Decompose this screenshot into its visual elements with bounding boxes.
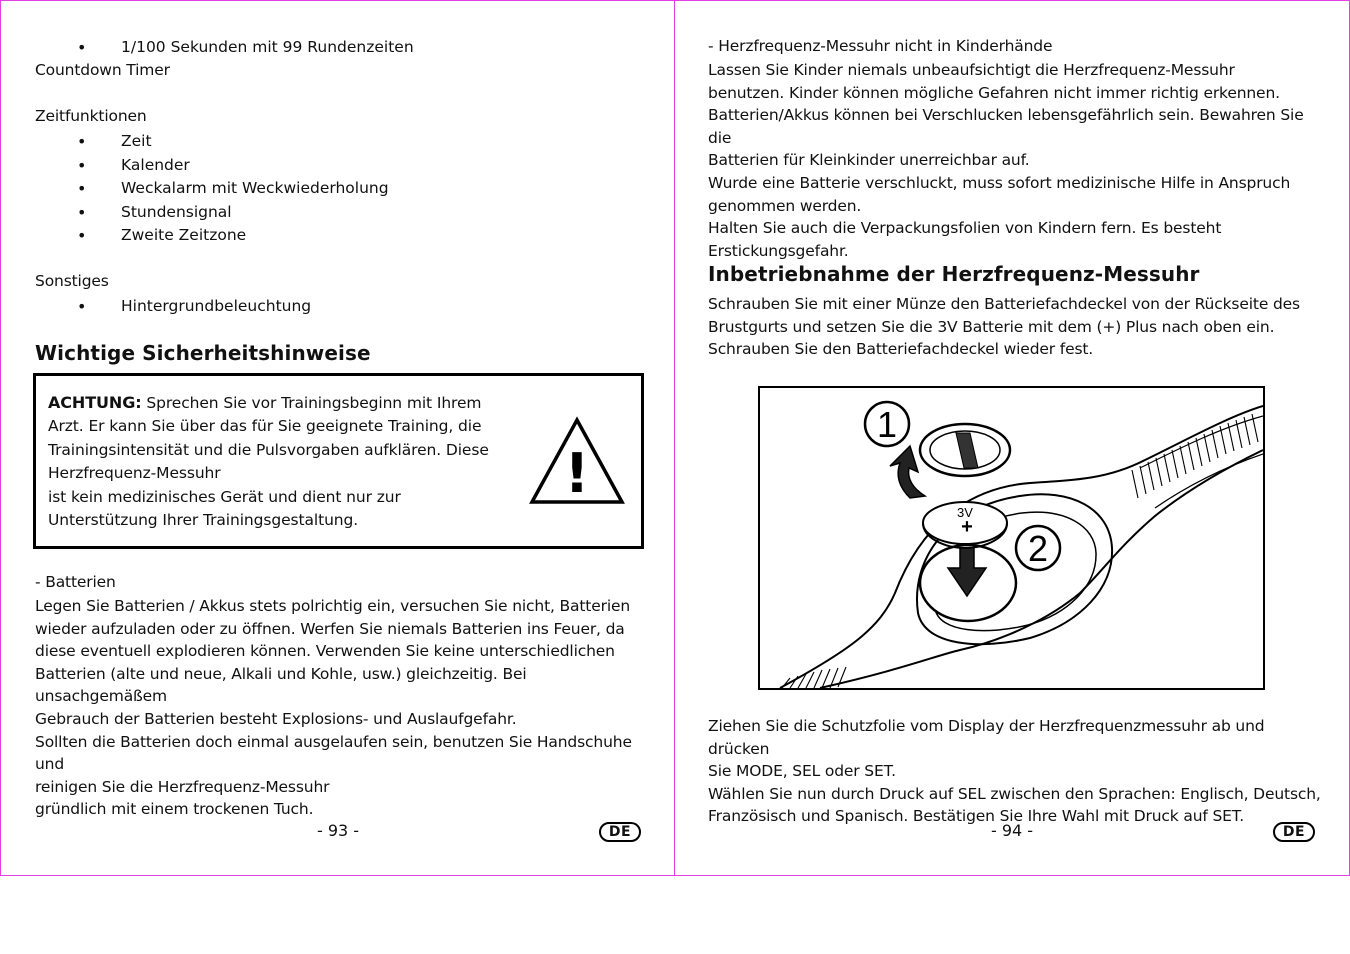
warning-line: Trainingsintensität und die Pulsvorgaben aufklären. Diese [48,440,489,459]
text-line: Legen Sie Batterien / Akkus stets polrichtig ein, versuchen Sie nicht, Batterien [35,597,631,615]
page-94 [674,0,1350,876]
warning-line: ist kein medizinisches Gerät und dient nur zur [48,487,401,506]
battery-installation-figure [758,386,1265,690]
kinder-heading: - Herzfrequenz-Messuhr nicht in Kinderhände [708,37,1053,55]
battery-voltage-label: 3V [957,505,973,520]
list-item: • 1/100 Sekunden mit 99 Rundenzeiten [35,36,635,60]
warning-box [33,373,644,549]
svg-text:!: ! [564,442,590,505]
zeitfunktionen-list [35,130,635,248]
warning-line: Arzt. Er kann Sie über das für Sie geeignete Training, die [48,417,482,436]
list-item: • Hintergrundbeleuchtung [35,295,635,319]
text-line: Sollten die Batterien doch einmal ausgelaufen sein, benutzen Sie Handschuhe und [35,732,632,774]
warning-line: Herzfrequenz-Messuhr [48,464,221,483]
warning-line: Unterstützung Ihrer Trainingsgestaltung. [48,511,359,530]
battery-plus-sign: + [961,516,973,538]
sonstiges-heading: Sonstiges [35,272,109,290]
text-line: Schrauben Sie den Batteriefachdeckel wieder fest. [708,340,1094,359]
list-item: • Zeit [35,130,635,154]
language-badge: DE [599,822,641,842]
page-number: - 94 - [991,821,1034,840]
countdown-timer-label: Countdown Timer [35,61,170,79]
text-line: Batterien (alte und neue, Alkali und Kohle, usw.) gleichzeitig. Bei unsachgemäßem [35,664,527,706]
inbetriebnahme-heading: Inbetriebnahme der Herzfrequenz-Messuhr [708,262,1200,286]
feature-list-top [35,36,635,60]
warning-label: ACHTUNG: [48,393,142,412]
text-line: Batterien für Kleinkinder unerreichbar auf. [708,151,1030,170]
text-line: Brustgurts und setzen Sie die 3V Batterie mit dem (+) Plus nach oben ein. [708,317,1275,336]
text-line: Wählen Sie nun durch Druck auf SEL zwischen den Sprachen: Englisch, Deutsch, [708,784,1321,803]
text-line: Erstickungsgefahr. [708,241,849,260]
text-line: Ziehen Sie die Schutzfolie vom Display der Herzfrequenzmessuhr ab und drücken [708,717,1265,758]
text-line: reinigen Sie die Herzfrequenz-Messuhr [35,777,330,796]
page-number: - 93 - [317,821,360,840]
zeitfunktionen-heading: Zeitfunktionen [35,107,147,125]
warning-triangle-icon [528,416,626,506]
text-line: genommen werden. [708,196,862,215]
language-badge: DE [1273,822,1315,842]
inbetriebnahme-paragraph [708,293,1328,361]
batterien-heading: - Batterien [35,573,116,591]
list-item: • Zweite Zeitzone [35,224,635,248]
batterien-paragraph [35,595,655,821]
chest-strap-illustration [760,388,1263,688]
sonstiges-list [35,295,635,319]
step-1-label: 1 [876,404,898,445]
safety-heading: Wichtige Sicherheitshinweise [35,341,371,365]
display-paragraph [708,715,1328,828]
text-line: Lassen Sie Kinder niemals unbeaufsichtigt die Herzfrequenz-Messuhr [708,61,1235,79]
text-line: Gebrauch der Batterien besteht Explosions- und Auslaufgefahr. [35,709,517,728]
text-line: Halten Sie auch die Verpackungsfolien von Kindern fern. Es besteht [708,219,1222,238]
text-line: wieder aufzuladen oder zu öffnen. Werfen Sie niemals Batterien ins Feuer, da [35,619,625,638]
warning-line: Sprechen Sie vor Trainingsbeginn mit Ihrem [141,394,482,412]
text-line: gründlich mit einem trockenen Tuch. [35,800,314,819]
kinder-paragraph [708,59,1328,262]
text-line: Sie MODE, SEL oder SET. [708,762,896,781]
warning-text [48,391,518,532]
page-93 [0,0,675,876]
list-item: • Kalender [35,154,635,178]
text-line: benutzen. Kinder können mögliche Gefahren nicht immer richtig erkennen. [708,83,1280,102]
step-2-label: 2 [1027,528,1049,569]
text-line: Wurde eine Batterie verschluckt, muss sofort medizinische Hilfe in Anspruch [708,173,1291,192]
list-item: • Weckalarm mit Weckwiederholung [35,177,635,201]
text-line: diese eventuell explodieren können. Verwenden Sie keine unterschiedlichen [35,642,615,661]
text-line: Französisch und Spanisch. Bestätigen Sie Ihre Wahl mit Druck auf SET. [708,807,1245,826]
list-item: • Stundensignal [35,201,635,225]
text-line: Schrauben Sie mit einer Münze den Batteriefachdeckel von der Rückseite des [708,295,1300,313]
text-line: Batterien/Akkus können bei Verschlucken lebensgefährlich sein. Bewahren Sie die [708,106,1304,147]
